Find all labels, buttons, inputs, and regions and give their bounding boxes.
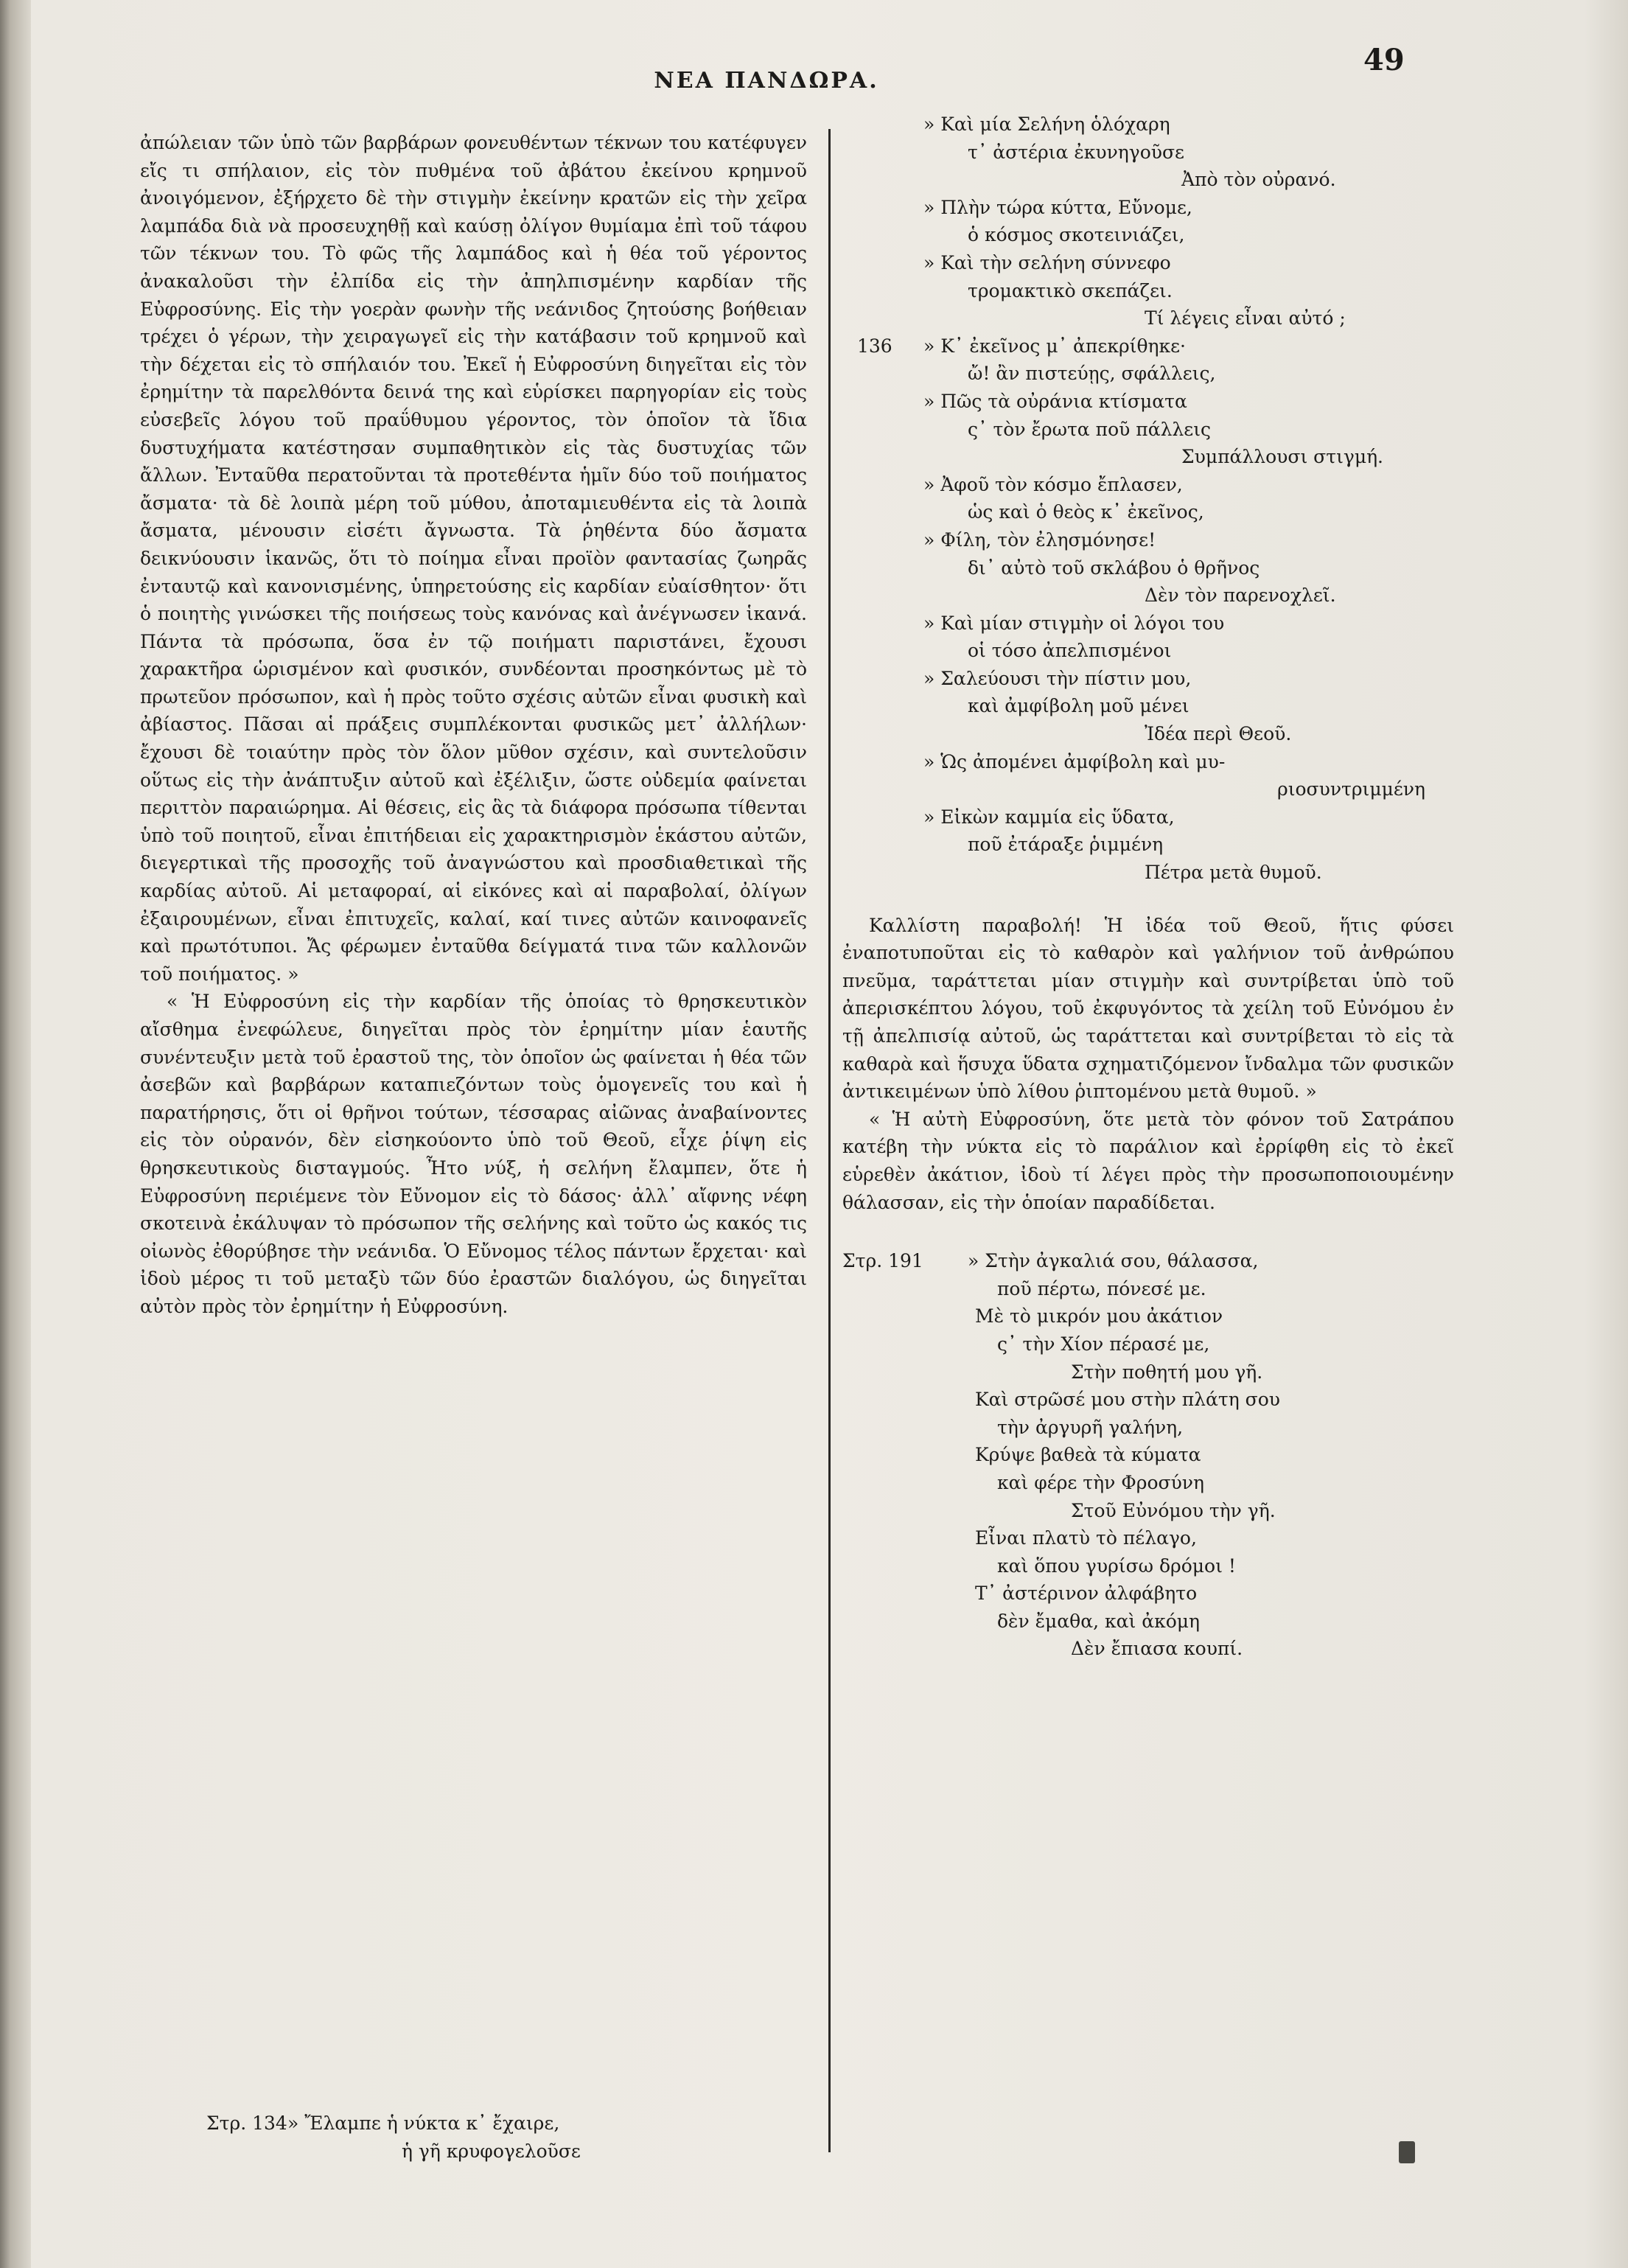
page-number: 49 [1363,43,1405,77]
verse-line: ὤ! ἂν πιστεύῃς, σφάλλεις, [968,363,1216,385]
verse-line: ποῦ ἐτάραξε ῥιμμένη [968,834,1164,856]
left-column [140,129,807,1321]
verse-line: Κρύψε βαθεὰ τὰ κύματα [975,1444,1201,1466]
verse-line: δὲν ἔμαθα, καὶ ἀκόμη [997,1610,1201,1632]
left-paragraph-1: ἀπώλειαν τῶν ὑπὸ τῶν βαρβάρων φονευθέντων τέκνων του κατέφυγεν εἴς τι σπήλαιον, εἰς τὸν πυθμένα τοῦ ἀβάτου ἐκείνου κρημνοῦ ἀνοιγόμενον, ἐξήρχετο δὲ τὴν στιγμὴν ἐκείνην κρατῶν εἰς τὴν χεῖρα λαμπάδα διὰ νὰ προσευχηθῇ καὶ καύσῃ ὀλίγον θυμίαμα ἐπὶ τοῦ τάφου τῶν τέκνων του. Τὸ φῶς τῆς λαμπάδος καὶ ἡ θέα τοῦ γέροντος ἀνακαλοῦσι τὴν ἐλπίδα εἰς τὴν ἀπηλπισμένην καρδίαν τῆς Εὐφροσύνης. Εἰς τὴν γοερὰν φωνὴν τῆς νεάνιδος ζητούσης βοήθειαν τρέχει ὁ γέρων, τὴν χειραγωγεῖ εἰς τὴν κατάβασιν τοῦ κρημνοῦ καὶ τὴν δέχεται εἰς τὸ σπήλαιόν του. Ἐκεῖ ἡ Εὐφροσύνη διηγεῖται εἰς τὸν ἐρημίτην τὰ παρελθόντα δεινά της καὶ εὑρίσκει παρηγορίαν εἰς τοὺς εὐσεβεῖς λόγου τοῦ πραΰθυμου γέροντος, τὸν ὁποῖον τὰ ἴδια δυστυχήματα κατέστησαν συμπαθητικὸν εἰς τὰς δυστυχίας τῶν ἄλλων. Ἐνταῦθα περατοῦνται τὰ προτεθέντα ἡμῖν δύο τοῦ ποιήματος ἄσματα· τὰ δὲ λοιπὰ μέρη τοῦ μύθου, ἀποταμιευθέντα εἰς τὰ λοιπὰ ἄσματα, μένουσιν εἰσέτι ἄγνωστα. Τὰ ῥηθέντα δύο ἄσματα δεικνύουσιν ἱκανῶς, ὅτι τὸ ποίημα εἶναι προϊὸν φαντασίας ζωηρᾶς ἐνταυτῷ καὶ κανονισμένης, ὑπηρετούσης εἰς καρδίαν εὐαίσθητον· ὅτι ὁ ποιητὴς γινώσκει τῆς ποιήσεως τοὺς κανόνας καὶ ἀνέγνωσεν ἱκανά. Πάντα τὰ πρόσωπα, ὅσα ἐν τῷ ποιήματι παριστάνει, ἔχουσι χαρακτῆρα ὡρισμένον καὶ φυσικόν, συνδέονται προσηκόντως μὲ τὸ πρωτεῦον πρόσωπον, καὶ ἡ πρὸς τοῦτο σχέσις αὐτῶν εἶναι φυσικὴ καὶ ἀβίαστος. Πᾶσαι αἱ πράξεις συμπλέκονται φυσικῶς μετ᾽ ἀλλήλων· ἔχουσι δὲ τοιαύτην πρὸς τὸν ὅλον μῦθον σχέσιν, καὶ συντελοῦσιν οὕτως εἰς τὴν ἀνάπτυξιν αὐτοῦ καὶ ἐξέλιξιν, ὥστε οὐδεμία φαίνεται περιττὸν παραιώρημα. Αἱ θέσεις, εἰς ἃς τὰ διάφορα πρόσωπα τίθενται ὑπὸ τοῦ ποιητοῦ, εἶναι ἐπιτήδειαι εἰς χαρακτηρισμὸν ἑκάστου αὐτῶν, διεγερτικαὶ τῆς προσοχῆς τοῦ ἀναγνώστου καὶ προσδιαθετικαὶ τῆς καρδίας αὐτοῦ. Αἱ μεταφοραί, αἱ εἰκόνες καὶ αἱ παραβολαί, ὀλίγων ἐξαιρουμένων, εἶναι ἐπιτυχεῖς, καλαί, καί τινες αὐτῶν καινοφανεῖς καὶ πρωτότυποι. Ἄς φέρωμεν ἐνταῦθα δείγματά τινα τῶν καλλονῶν τοῦ ποιήματος. » [140,132,807,985]
verse-line: καὶ φέρε τὴν Φροσύνη [997,1471,1204,1493]
verse-block-b [842,332,1454,887]
stanza-label-191: Στρ. 191 [842,1250,923,1272]
right-column [842,111,1454,1663]
verse-line: Πέτρα μετὰ θυμοῦ. [1145,862,1322,884]
verse-line: » Καὶ μίαν στιγμὴν οἱ λόγοι του [923,612,1225,634]
verse-line: Δὲν ἔπιασα κουπί. [1071,1638,1243,1660]
verse-line: Τ᾽ ἀστέρινον ἀλφάβητο [975,1583,1198,1605]
verse-line: τ᾽ ἀστέρια ἐκυνηγοῦσε [968,141,1184,163]
verse-line: » Ὡς ἀπομένει ἀμφίβολη καὶ μυ- [923,750,1226,772]
verse-line: ἡ γῆ κρυφογελοῦσε [402,2140,581,2162]
verse-line: Εἶναι πλατὺ τὸ πέλαγο, [975,1527,1197,1549]
ink-mark [1399,2141,1415,2163]
verse-line: τὴν ἀργυρῆ γαλήνη, [997,1416,1184,1438]
book-spine-shadow [0,0,31,2268]
verse-line: » Κ᾽ ἐκεῖνος μ᾽ ἀπεκρίθηκε· [923,335,1186,357]
verse-line: Ἀπὸ τὸν οὐρανό. [1181,169,1336,191]
stanza-label-136: 136 [857,335,892,357]
verse-line: Ἰδέα περὶ Θεοῦ. [1145,723,1292,745]
verse-line: » Σαλεύουσι τὴν πίστιν μου, [923,667,1192,689]
verse-line: ὡς καὶ ὁ θεὸς κ᾽ ἐκεῖνος, [968,501,1204,523]
verse-line: καὶ ἀμφίβολη μοῦ μένει [968,695,1189,717]
verse-line: Μὲ τὸ μικρόν μου ἀκάτιον [975,1305,1223,1327]
verse-line: καὶ ὅπου γυρίσω δρόμοι ! [997,1555,1236,1577]
verse-line: οἱ τόσο ἀπελπισμένοι [968,640,1172,662]
verse-line: » Στὴν ἀγκαλιά σου, θάλασσα, [968,1250,1259,1272]
verse-stanza-134 [206,2110,796,2165]
verse-line: » Πῶς τὰ οὐράνια κτίσματα [923,390,1187,412]
verse-line: Συμπάλλουσι στιγμή. [1181,446,1383,468]
running-header-title: ΝΕΑ ΠΑΝΔΩΡΑ. [654,68,879,94]
left-paragraph-2: « Ἡ Εὐφροσύνη εἰς τὴν καρδίαν τῆς ὁποίας τὸ θρησκευτικὸν αἴσθημα ἐνεφώλευε, διηγεῖται πρὸς τὸν ἐρημίτην μίαν ἑαυτῆς συνέντευξιν μετὰ τοῦ ἐραστοῦ της, τὸν ὁποῖον ὡς φαίνεται ἡ θέα τῶν ἀσεβῶν καὶ βαρβάρων καταπιεζόντων τοὺς ὁμογενεῖς του καὶ ἡ παρατήρησις, ὅτι οἱ θρῆνοι τούτων, τέσσαρας αἰῶνας ἀναβαίνοντες εἰς τὸν οὐρανόν, δὲν εἰσηκούοντο ὑπὸ τοῦ Θεοῦ, εἶχε ῥίψη εἰς θρησκευτικοὺς δισταγμούς. Ἦτο νύξ, ἡ σελήνη ἔλαμπεν, ὅτε ἡ Εὐφροσύνη περιέμενε τὸν Εὔνομον εἰς τὸ δάσος· ἀλλ᾽ αἴφνης νέφη σκοτεινὰ ἐκάλυψαν τὸ πρόσωπον τῆς σελήνης καὶ τοῦτο ὡς κακός τις οἰωνὸς ἐθορύβησε τὴν νεάνιδα. Ὁ Εὔνομος τέλος πάντων ἔρχεται· καὶ ἰδοὺ μέρος τι τοῦ μεταξὺ τῶν δύο ἐραστῶν διαλόγου, ὡς διηγεῖται αὐτὸν πρὸς τὸν ἐρημίτην ἡ Εὐφροσύνη. [140,991,807,1317]
verse-line: Δὲν τὸν παρενοχλεῖ. [1145,585,1336,607]
verse-line: Καὶ στρῶσέ μου στὴν πλάτη σου [975,1389,1280,1411]
right-paragraph-1: Καλλίστη παραβολή! Ἡ ἰδέα τοῦ Θεοῦ, ἥτις φύσει ἐναποτυποῦται εἰς τὸ καθαρὸν καὶ γαλήνιον τοῦ ἀνθρώπου πνεῦμα, ταράττεται μίαν στιγμὴν καὶ συντρίβεται ὑπὸ τοῦ ἀπερισκέπτου λόγου, τοῦ ἐκφυγόντος τὰ χείλη τοῦ Εὐνόμου ἐν τῇ ἀπελπισίᾳ αὐτοῦ, ὡς ταράττεται καὶ συντρίβεται τὸ εἰς τὰ καθαρὰ καὶ ἥσυχα ὕδατα σχηματιζόμενον ἴνδαλμα τῶν φυσικῶν ἀντικειμένων ὑπὸ λίθου ῥιπτομένου μετὰ θυμοῦ. » [842,914,1454,1103]
verse-line: ριοσυντριμμένη [1277,778,1425,800]
verse-block-c [842,1247,1454,1663]
verse-line: » Ἀφοῦ τὸν κόσμο ἔπλασεν, [923,473,1183,495]
verse-line: » Εἰκὼν καμμία εἰς ὕδατα, [923,806,1175,828]
verse-line: » Καὶ μία Σελήνη ὁλόχαρη [923,114,1170,135]
verse-line: Τί λέγεις εἶναι αὐτό ; [1145,307,1346,329]
verse-line: » Καὶ τὴν σελήνη σύννεφο [923,251,1171,273]
verse-line: » Φίλη, τὸν ἐλησμόνησε! [923,528,1156,551]
verse-line: Στοῦ Εὐνόμου τὴν γῆ. [1071,1499,1276,1521]
verse-line: δι᾽ αὐτὸ τοῦ σκλάβου ὁ θρῆνος [968,556,1260,579]
verse-line: » Πλὴν τώρα κύττα, Εὔνομε, [923,196,1192,218]
verse-line: ς᾽ τὴν Χίον πέρασέ με, [997,1333,1210,1355]
stanza-label: Στρ. 134 [206,2112,287,2134]
right-paragraph-2: « Ἡ αὐτὴ Εὐφροσύνη, ὅτε μετὰ τὸν φόνον τοῦ Σατράπου κατέβη τὴν νύκτα εἰς τὸ παράλιον καὶ ἐρρίφθη εἰς τὸ ἐκεῖ εὑρεθὲν ἀκάτιον, ἰδοὺ τί λέγει πρὸς τὴν προσωποποιουμένην θάλασσαν, εἰς τὴν ὁποίαν παραδίδεται. [842,1108,1454,1213]
verse-block-a [842,111,1454,332]
verse-line: Στὴν ποθητή μου γῆ. [1071,1361,1263,1383]
verse-line: τρομακτικὸ σκεπάζει. [968,279,1173,301]
column-divider [828,129,831,2152]
verse-line: » Ἔλαμπε ἡ νύκτα κ᾽ ἔχαιρε, [287,2112,560,2134]
right-prose [842,912,1454,1217]
verse-line: ποῦ πέρτω, πόνεσέ με. [997,1277,1206,1299]
verse-line: ς᾽ τὸν ἔρωτα ποῦ πάλλεις [968,418,1212,440]
verse-line: ὁ κόσμος σκοτεινιάζει, [968,224,1185,246]
